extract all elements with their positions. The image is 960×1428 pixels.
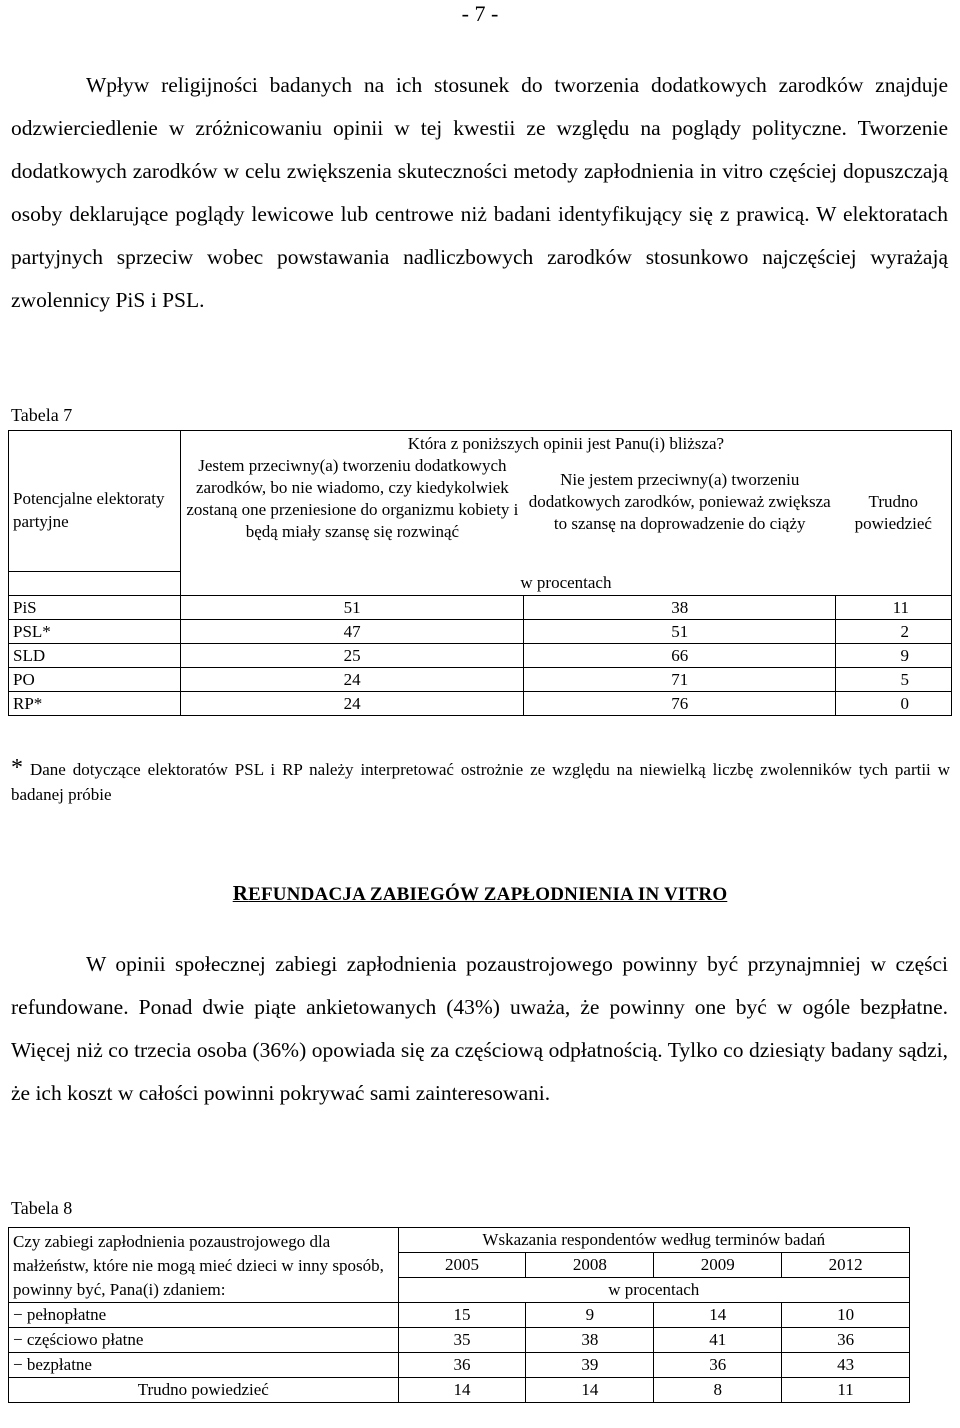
cell: 71 xyxy=(524,668,836,692)
year-2008: 2008 xyxy=(526,1253,654,1278)
table-row xyxy=(9,1303,910,1328)
cell: 76 xyxy=(524,692,836,716)
cell: 35 xyxy=(398,1328,526,1353)
cell: 36 xyxy=(654,1353,782,1378)
cell: 9 xyxy=(836,644,952,668)
paragraph-1-text: Wpływ religijności badanych na ich stosunek do tworzenia dodatkowych zarodków znajduje odzwierciedlenie w zróżnicowaniu opinii w tej kwestii ze względu na poglądy polityczne. Tworzenie dodatkowych zarodków w celu zwiększenia skuteczności metody zapłodnienia in vitro częściej dopuszczają osoby deklarujące poglądy lewicowe lub centrowe niż badani identyfikujący się z prawicą. W elektoratach partyjnych sprzeciw wobec powstawania nadliczbowych zarodków stosunkowo najczęściej wyrażają zwolennicy PiS i PSL. xyxy=(11,73,948,312)
cell: 43 xyxy=(782,1353,910,1378)
cell: 25 xyxy=(180,644,524,668)
cell: 2 xyxy=(836,620,952,644)
row-label: RP* xyxy=(9,692,181,716)
table-row xyxy=(9,1378,910,1403)
cell: 14 xyxy=(526,1378,654,1403)
cell: 14 xyxy=(654,1303,782,1328)
table-row xyxy=(9,596,952,620)
paragraph-2-text: W opinii społecznej zabiegi zapłodnienia pozaustrojowego powinny być przynajmniej w części refundowane. Ponad dwie piąte ankietowanych (43%) uważa, że powinny one być w ogóle bezpłatne. Więcej niż co trzecia osoba (36%) opowiada się za częściową odpłatnością. Tylko co dziesiąty badany sądzi, że ich koszt w całości powinni pokrywać sami zainteresowani. xyxy=(11,952,948,1105)
paragraph-refund xyxy=(11,943,948,1115)
table7-question: Która z poniższych opinii jest Panu(i) bliższa? xyxy=(180,431,951,456)
row-label: − częściowo płatne xyxy=(9,1328,399,1353)
cell: 14 xyxy=(398,1378,526,1403)
table-row xyxy=(9,1353,910,1378)
row-label: SLD xyxy=(9,644,181,668)
year-2009: 2009 xyxy=(654,1253,782,1278)
cell: 38 xyxy=(524,596,836,620)
table8-caption: Tabela 8 xyxy=(11,1198,73,1218)
table-row xyxy=(9,644,952,668)
heading-rest: EFUNDACJA ZABIEGÓW ZAPŁODNIENIA IN VITRO xyxy=(248,884,728,905)
table8-question: Czy zabiegi zapłodnienia pozaustrojowego dla małżeństw, które nie mogą mieć dzieci w inny sposób, powinny być, Pana(i) zdaniem: xyxy=(9,1228,399,1303)
table8 xyxy=(8,1227,910,1403)
table7-col1-header: Jestem przeciwny(a) tworzeniu dodatkowych zarodków, bo nie wiadomo, czy kiedykolwiek zostaną one przeniesione do organizmu kobiety i będą miały szansę się rozwinąć xyxy=(180,455,524,571)
paragraph-religiosity xyxy=(11,64,948,322)
cell: 51 xyxy=(524,620,836,644)
cell: 66 xyxy=(524,644,836,668)
cell: 51 xyxy=(180,596,524,620)
table7-row-header: Potencjalne elektoraty partyjne xyxy=(9,431,181,572)
cell: 15 xyxy=(398,1303,526,1328)
cell: 24 xyxy=(180,668,524,692)
row-label: PSL* xyxy=(9,620,181,644)
cell: 38 xyxy=(526,1328,654,1353)
table7-unit: w procentach xyxy=(180,571,951,596)
cell: 36 xyxy=(782,1328,910,1353)
table7-footnote xyxy=(11,756,950,807)
heading-initial: R xyxy=(232,881,249,905)
row-label: Trudno powiedzieć xyxy=(9,1378,399,1403)
table-row xyxy=(9,620,952,644)
footnote-star: * xyxy=(11,755,23,781)
table7-col3-header: Trudno powiedzieć xyxy=(836,455,952,571)
cell: 24 xyxy=(180,692,524,716)
row-label: PO xyxy=(9,668,181,692)
cell: 5 xyxy=(836,668,952,692)
cell: 0 xyxy=(836,692,952,716)
cell: 11 xyxy=(836,596,952,620)
table-row xyxy=(9,668,952,692)
cell: 9 xyxy=(526,1303,654,1328)
cell: 10 xyxy=(782,1303,910,1328)
section-heading xyxy=(0,881,960,906)
footnote-text: Dane dotyczące elektoratów PSL i RP należy interpretować ostrożnie ze względu na niewielką liczbę zwolenników tych partii w badanej próbie xyxy=(11,760,950,804)
cell: 36 xyxy=(398,1353,526,1378)
table7 xyxy=(8,430,952,716)
table-row xyxy=(9,1328,910,1353)
row-label: − bezpłatne xyxy=(9,1353,399,1378)
year-2012: 2012 xyxy=(782,1253,910,1278)
cell: 41 xyxy=(654,1328,782,1353)
cell: 8 xyxy=(654,1378,782,1403)
table7-caption: Tabela 7 xyxy=(11,405,73,425)
cell: 39 xyxy=(526,1353,654,1378)
year-2005: 2005 xyxy=(398,1253,526,1278)
table8-header: Wskazania respondentów według terminów badań xyxy=(398,1228,909,1253)
table8-unit: w procentach xyxy=(398,1278,909,1303)
row-label: − pełnopłatne xyxy=(9,1303,399,1328)
cell: 11 xyxy=(782,1378,910,1403)
table-row xyxy=(9,692,952,716)
page-number: - 7 - xyxy=(461,1,499,26)
row-label: PiS xyxy=(9,596,181,620)
table7-col2-header: Nie jestem przeciwny(a) tworzeniu dodatkowych zarodków, ponieważ zwiększa to szansę na doprowadzenie do ciąży xyxy=(528,470,831,533)
cell: 47 xyxy=(180,620,524,644)
